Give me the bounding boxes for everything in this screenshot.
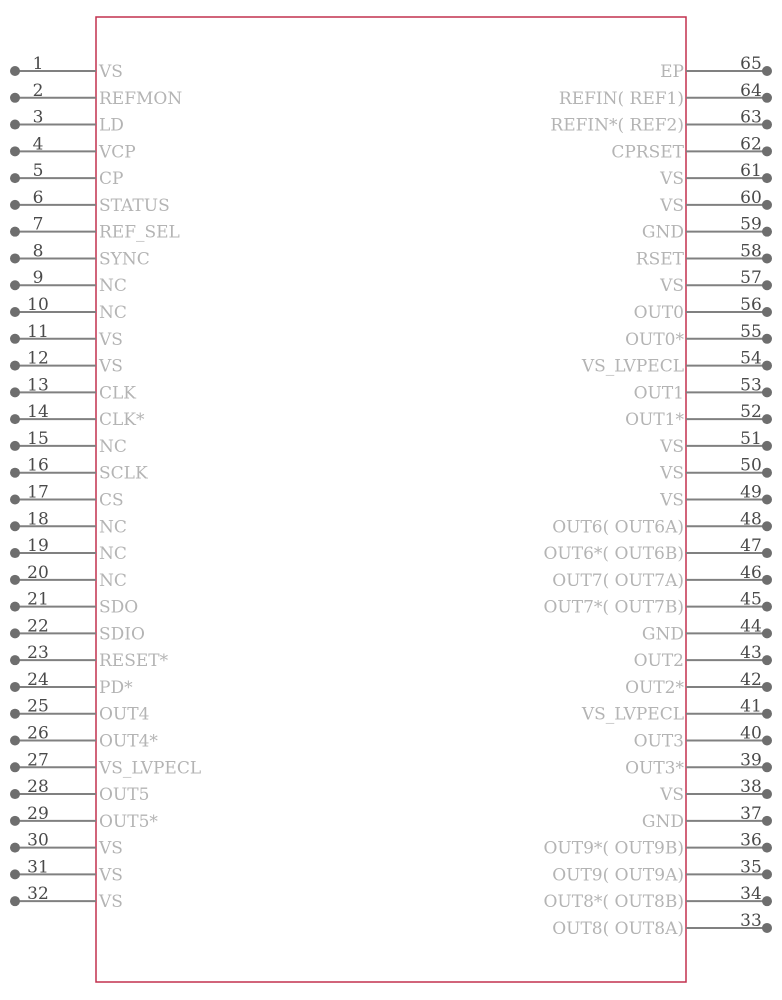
- pin-51: [659, 429, 772, 457]
- pin-49: [659, 482, 772, 510]
- pin-number: 30: [27, 830, 49, 851]
- pin-number: 35: [740, 857, 762, 878]
- pin-name: SDIO: [99, 624, 145, 645]
- pin-endpoint: [762, 602, 772, 612]
- pin-endpoint: [10, 521, 20, 531]
- pin-47: [544, 536, 773, 564]
- pin-25: [10, 697, 149, 725]
- pin-number: 44: [740, 616, 762, 637]
- pin-59: [642, 215, 772, 243]
- pin-name: NC: [99, 544, 127, 565]
- pin-endpoint: [10, 361, 20, 371]
- pin-6: [10, 188, 170, 216]
- pin-54: [581, 349, 772, 377]
- pin-56: [634, 295, 772, 323]
- pin-52: [625, 402, 772, 430]
- pin-number: 47: [740, 536, 762, 557]
- pin-number: 12: [27, 348, 49, 369]
- pin-endpoint: [762, 736, 772, 746]
- pin-name: VS: [660, 195, 684, 216]
- pin-27: [10, 750, 201, 778]
- pin-number: 50: [740, 455, 762, 476]
- pin-50: [659, 456, 772, 484]
- pin-37: [642, 804, 772, 832]
- pin-number: 24: [27, 669, 49, 690]
- pin-31: [10, 857, 123, 885]
- pin-38: [659, 777, 772, 805]
- pin-5: [10, 161, 123, 189]
- pin-name: OUT4: [99, 704, 150, 725]
- pin-name: VS: [660, 276, 684, 297]
- pin-number: 6: [32, 187, 44, 208]
- pin-endpoint: [10, 682, 20, 692]
- pin-number: 58: [740, 241, 762, 262]
- pin-number: 19: [27, 536, 49, 557]
- pin-name: VS: [99, 865, 123, 886]
- pin-36: [544, 831, 773, 859]
- pin-number: 53: [740, 375, 762, 396]
- pin-endpoint: [10, 869, 20, 879]
- pin-number: 45: [740, 589, 762, 610]
- pin-number: 60: [740, 187, 762, 208]
- pin-number: 13: [27, 375, 49, 396]
- pin-number: 29: [27, 803, 49, 824]
- pin-29: [10, 804, 158, 832]
- pin-number: 8: [32, 241, 44, 262]
- pin-name: REFIN( REF1): [558, 88, 684, 109]
- pin-name: OUT7( OUT7A): [552, 570, 684, 591]
- pin-endpoint: [10, 709, 20, 719]
- pin-11: [10, 322, 123, 350]
- pin-number: 36: [740, 830, 762, 851]
- pin-name: STATUS: [99, 195, 170, 216]
- pin-32: [10, 884, 123, 912]
- pin-name: OUT4*: [99, 731, 158, 752]
- pin-name: VS: [660, 169, 684, 190]
- pin-17: [10, 482, 124, 510]
- pin-26: [10, 724, 158, 752]
- pin-name: CLK: [99, 383, 136, 404]
- pin-name: VS: [660, 785, 684, 806]
- pin-name: OUT9( OUT9A): [552, 865, 684, 886]
- pin-name: OUT6*( OUT6B): [543, 544, 684, 565]
- pin-name: VS_LVPECL: [581, 356, 684, 377]
- pin-name: OUT1: [633, 383, 684, 404]
- pin-18: [10, 509, 127, 537]
- pin-58: [636, 241, 772, 269]
- pin-name: NC: [99, 570, 127, 591]
- right-pin-column: [544, 54, 773, 939]
- pin-number: 65: [740, 54, 762, 74]
- pin-name: OUT2: [633, 651, 684, 672]
- pin-number: 43: [740, 643, 762, 664]
- pin-endpoint: [762, 762, 772, 772]
- pin-name: LD: [99, 115, 124, 136]
- pin-number: 9: [32, 268, 44, 289]
- pin-number: 10: [27, 295, 49, 316]
- pin-23: [10, 643, 169, 671]
- pin-name: OUT6( OUT6A): [552, 517, 684, 538]
- pin-endpoint: [762, 709, 772, 719]
- pin-endpoint: [10, 816, 20, 826]
- pin-8: [10, 241, 150, 269]
- pin-15: [10, 429, 127, 457]
- pin-name: OUT0*: [625, 329, 684, 350]
- pin-name: OUT7*( OUT7B): [543, 597, 684, 618]
- left-pin-column: [10, 54, 201, 912]
- pin-42: [625, 670, 772, 698]
- pin-number: 52: [740, 402, 762, 423]
- pin-name: CLK*: [99, 410, 145, 431]
- pin-endpoint: [10, 843, 20, 853]
- pin-number: 61: [740, 161, 762, 182]
- pin-endpoint: [762, 414, 772, 424]
- pin-endpoint: [762, 575, 772, 585]
- pin-name: EP: [660, 62, 684, 82]
- pin-name: VS: [99, 892, 123, 913]
- pin-endpoint: [762, 307, 772, 317]
- pin-62: [611, 134, 772, 162]
- pin-number: 22: [27, 616, 49, 637]
- pin-57: [659, 268, 772, 296]
- pin-name: CPRSET: [611, 142, 684, 163]
- pin-endpoint: [762, 869, 772, 879]
- pin-name: REF_SEL: [99, 222, 180, 243]
- pin-endpoint: [762, 655, 772, 665]
- pin-28: [10, 777, 149, 805]
- pin-name: OUT5: [99, 785, 150, 806]
- pin-name: PD*: [99, 677, 133, 698]
- pin-number: 56: [740, 295, 762, 316]
- pin-endpoint: [762, 441, 772, 451]
- pin-name: VS: [660, 490, 684, 511]
- pin-number: 32: [27, 884, 49, 905]
- pin-number: 37: [740, 803, 762, 824]
- pin-65: [660, 54, 772, 82]
- pin-endpoint: [762, 66, 772, 76]
- pin-endpoint: [10, 200, 20, 210]
- pin-name: REFMON: [99, 88, 183, 109]
- pin-name: OUT8( OUT8A): [552, 918, 684, 939]
- pin-number: 59: [740, 214, 762, 235]
- pin-name: VS_LVPECL: [99, 758, 202, 779]
- pin-endpoint: [10, 736, 20, 746]
- pin-name: VS_LVPECL: [581, 704, 684, 725]
- pin-name: REFIN*( REF2): [550, 115, 684, 136]
- pin-64: [559, 81, 772, 109]
- pin-name: VS: [99, 62, 123, 82]
- pin-endpoint: [10, 762, 20, 772]
- pin-name: VS: [660, 463, 684, 484]
- pin-name: SCLK: [99, 463, 148, 484]
- pin-name: NC: [99, 517, 127, 538]
- pin-number: 41: [740, 696, 762, 717]
- pin-endpoint: [762, 468, 772, 478]
- pin-number: 34: [740, 884, 762, 905]
- pin-name: OUT2*: [625, 677, 684, 698]
- pin-number: 51: [740, 428, 762, 449]
- pin-name: OUT1*: [625, 410, 684, 431]
- pin-endpoint: [10, 227, 20, 237]
- pin-number: 55: [740, 321, 762, 342]
- pin-endpoint: [762, 923, 772, 933]
- pin-number: 42: [740, 669, 762, 690]
- pin-endpoint: [762, 521, 772, 531]
- pin-endpoint: [10, 280, 20, 290]
- pin-endpoint: [762, 843, 772, 853]
- pin-name: GND: [641, 811, 684, 832]
- pin-endpoint: [762, 628, 772, 638]
- pin-number: 31: [27, 857, 49, 878]
- pin-number: 18: [27, 509, 49, 530]
- pin-endpoint: [762, 146, 772, 156]
- pin-endpoint: [762, 682, 772, 692]
- pin-name: NC: [99, 303, 127, 324]
- pin-endpoint: [10, 307, 20, 317]
- pin-53: [634, 375, 772, 403]
- pin-number: 63: [740, 107, 762, 128]
- pin-number: 3: [32, 107, 44, 128]
- pin-30: [10, 831, 123, 859]
- pin-46: [552, 563, 772, 591]
- pin-33: [552, 911, 772, 939]
- pin-number: 1: [32, 54, 44, 74]
- pin-number: 48: [740, 509, 762, 530]
- pin-endpoint: [10, 655, 20, 665]
- pin-endpoint: [762, 280, 772, 290]
- pin-name: VCP: [99, 142, 136, 163]
- pin-name: OUT3*: [625, 758, 684, 779]
- pin-endpoint: [10, 575, 20, 585]
- pin-name: GND: [641, 624, 684, 645]
- pin-name: SDO: [99, 597, 139, 618]
- pin-endpoint: [762, 120, 772, 130]
- pin-endpoint: [10, 789, 20, 799]
- pin-41: [581, 697, 772, 725]
- pin-endpoint: [762, 93, 772, 103]
- pin-name: VS: [99, 838, 123, 859]
- pin-endpoint: [10, 414, 20, 424]
- pin-endpoint: [10, 120, 20, 130]
- pin-endpoint: [10, 93, 20, 103]
- pin-7: [10, 215, 180, 243]
- pin-name: GND: [641, 222, 684, 243]
- pin-endpoint: [10, 628, 20, 638]
- pin-45: [544, 590, 773, 618]
- pin-endpoint: [762, 494, 772, 504]
- pin-endpoint: [762, 227, 772, 237]
- pin-12: [10, 349, 123, 377]
- pin-4: [10, 134, 136, 162]
- pin-endpoint: [762, 253, 772, 263]
- pin-endpoint: [10, 334, 20, 344]
- pin-number: 2: [32, 80, 44, 101]
- pin-34: [544, 884, 773, 912]
- pin-endpoint: [10, 253, 20, 263]
- pin-number: 26: [27, 723, 49, 744]
- pin-endpoint: [762, 896, 772, 906]
- pin-endpoint: [10, 146, 20, 156]
- pin-35: [552, 857, 772, 885]
- pin-16: [10, 456, 148, 484]
- pin-number: 38: [740, 777, 762, 798]
- pin-endpoint: [762, 387, 772, 397]
- pin-name: RESET*: [99, 651, 169, 672]
- pin-number: 5: [32, 161, 44, 182]
- pin-endpoint: [762, 361, 772, 371]
- pin-endpoint: [762, 173, 772, 183]
- pin-number: 46: [740, 562, 762, 583]
- pin-44: [642, 616, 772, 644]
- pin-55: [625, 322, 772, 350]
- pin-endpoint: [762, 334, 772, 344]
- pin-22: [10, 616, 145, 644]
- pin-number: 11: [27, 321, 49, 342]
- pin-21: [10, 590, 138, 618]
- pin-name: NC: [99, 276, 127, 297]
- pin-endpoint: [10, 441, 20, 451]
- pin-endpoint: [10, 468, 20, 478]
- pin-number: 40: [740, 723, 762, 744]
- pin-63: [550, 108, 772, 136]
- pin-endpoint: [10, 494, 20, 504]
- pin-name: SYNC: [99, 249, 150, 270]
- pin-14: [10, 402, 145, 430]
- pin-endpoint: [10, 387, 20, 397]
- pin-name: RSET: [635, 249, 684, 270]
- pin-endpoint: [762, 789, 772, 799]
- pin-60: [659, 188, 772, 216]
- pin-number: 25: [27, 696, 49, 717]
- pin-endpoint: [762, 200, 772, 210]
- pin-number: 4: [32, 134, 44, 155]
- pin-endpoint: [762, 816, 772, 826]
- pin-name: CS: [99, 490, 124, 511]
- pin-39: [625, 750, 772, 778]
- pin-number: 15: [27, 428, 49, 449]
- pin-48: [552, 509, 772, 537]
- pin-name: OUT3: [633, 731, 684, 752]
- pin-name: OUT5*: [99, 811, 158, 832]
- pin-endpoint: [10, 173, 20, 183]
- ic-body-outline: [96, 17, 686, 982]
- pin-number: 20: [27, 562, 49, 583]
- pin-name: OUT0: [633, 303, 684, 324]
- pin-number: 17: [27, 482, 49, 503]
- pin-9: [10, 268, 127, 296]
- pin-name: VS: [660, 436, 684, 457]
- pin-name: NC: [99, 436, 127, 457]
- pin-40: [634, 724, 772, 752]
- pin-endpoint: [10, 896, 20, 906]
- pin-3: [10, 108, 124, 136]
- pin-name: VS: [99, 329, 123, 350]
- pin-number: 49: [740, 482, 762, 503]
- pin-number: 21: [27, 589, 49, 610]
- pin-20: [10, 563, 127, 591]
- pin-number: 39: [740, 750, 762, 771]
- pin-number: 62: [740, 134, 762, 155]
- pin-43: [634, 643, 772, 671]
- pin-19: [10, 536, 127, 564]
- pin-number: 28: [27, 777, 49, 798]
- pin-endpoint: [10, 602, 20, 612]
- pin-number: 54: [740, 348, 762, 369]
- pin-61: [659, 161, 772, 189]
- pin-name: CP: [99, 169, 124, 190]
- pin-name: OUT8*( OUT8B): [543, 892, 684, 913]
- pin-endpoint: [10, 66, 20, 76]
- pin-endpoint: [762, 548, 772, 558]
- pin-name: VS: [99, 356, 123, 377]
- pin-13: [10, 375, 136, 403]
- pin-number: 7: [32, 214, 44, 235]
- pin-number: 16: [27, 455, 49, 476]
- pin-number: 27: [27, 750, 49, 771]
- pin-number: 33: [740, 910, 762, 931]
- pin-1: [10, 54, 123, 82]
- pin-10: [10, 295, 127, 323]
- pin-number: 23: [27, 643, 49, 664]
- pin-24: [10, 670, 133, 698]
- pin-number: 14: [27, 402, 49, 423]
- pin-name: OUT9*( OUT9B): [543, 838, 684, 859]
- pin-endpoint: [10, 548, 20, 558]
- pin-number: 57: [740, 268, 762, 289]
- pin-number: 64: [740, 80, 762, 101]
